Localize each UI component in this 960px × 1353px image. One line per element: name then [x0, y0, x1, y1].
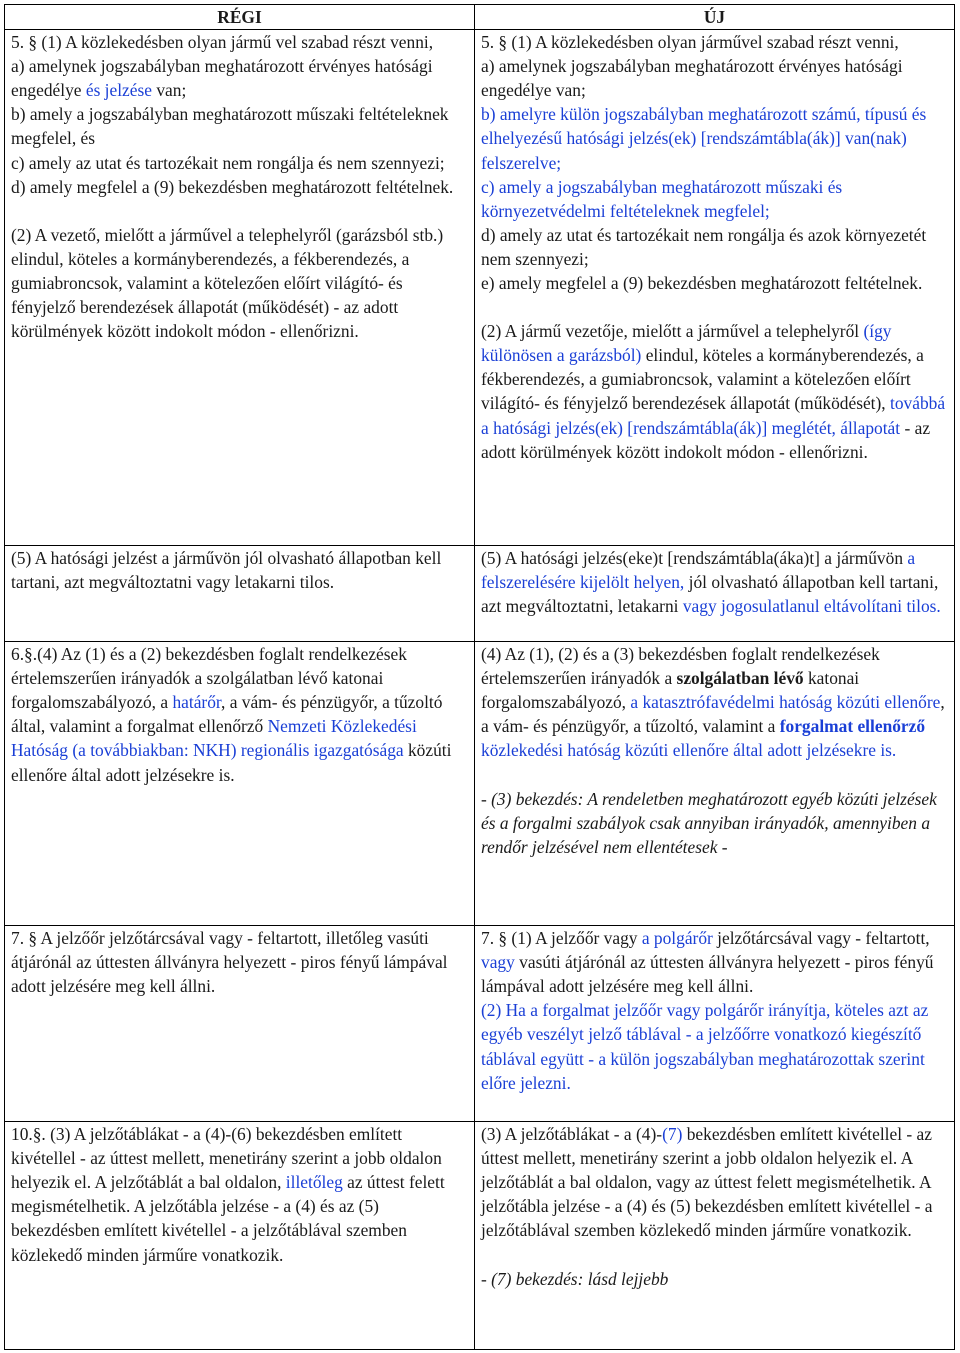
text-run: jelzőtárcsával vagy - feltartott,: [712, 928, 930, 949]
cell-new: [475, 1122, 955, 1350]
paragraph: [481, 102, 948, 174]
text-run: - (3) bekezdés: A rendeletben meghatározott egyéb közúti jelzések és a forgalmi szabályok csak annyiban irányadók, amennyiben a rendőr jelzésével nem ellentétesek -: [481, 788, 937, 857]
text-run: elindul, köteles a kormányberendezés, a fékberendezés, a gumiabroncsok, valamint a kötelezően előírt világító- és fényjelző berendezések állapotát (működését),: [481, 345, 924, 414]
text-run: (2) A vezető, mielőtt a járművel a telephelyről (garázsból stb.) elindul, köteles a kormányberendezés, a fékberendezés, a gumiabroncsok, valamint a kötelezően előírt világító- és fényjelző berendezések állapotát (működését) - az adott körülmények között indokolt módon - ellenőrizni.: [11, 224, 444, 342]
paragraph: [481, 546, 948, 618]
cell-old: [5, 926, 475, 1122]
paragraph: [11, 54, 468, 102]
text-run: katonai forgalomszabályozó,: [481, 668, 860, 713]
text-run: c) amely a jogszabályban meghatározott műszaki és környezetvédelmi feltételeknek megfelel;: [481, 176, 843, 221]
header-new: ÚJ: [475, 5, 955, 30]
paragraph: [481, 223, 948, 271]
cell-old: [5, 642, 475, 926]
paragraph: [11, 926, 468, 998]
table-row: [5, 926, 955, 1122]
text-run: b) amelyre külön jogszabályban meghatározott számú, típusú és elhelyezésű hatósági jelzés(ek) [rendszámtábla(ák)] van(nak) felszerelve;: [481, 104, 927, 173]
text-run: (2) Ha a forgalmat jelzőőr vagy polgárőr irányítja, köteles azt az egyéb veszélyt jelző táblával - a jelzőőrre vonatkozó kiegészítő táblával együtt - a külön jogszabályban meghatározottak szerint előre jelezni.: [481, 1000, 929, 1093]
text-run: 7. §: [11, 928, 41, 949]
text-run: (2) A jármű vezetője, mielőtt a járművel a telephelyről: [481, 321, 864, 342]
text-run: a felszerelésére kijelölt helyen,: [481, 548, 916, 593]
text-run: (így különösen a garázsból): [481, 321, 892, 366]
cell-new: [475, 30, 955, 546]
text-run: határőr: [172, 692, 221, 713]
text-run: A jelzőőr jelzőtárcsával vagy - feltartott, illetőleg vasúti átjárónál az úttesten állványra helyezett - piros fényű lámpával adott jelzésére meg kell állni.: [11, 928, 448, 997]
cell-new: [475, 926, 955, 1122]
table-row: [5, 642, 955, 926]
text-run: d) amely az utat és tartozékait nem rongálja és azok környezetét nem szennyezi;: [481, 224, 927, 269]
paragraph: [481, 1122, 948, 1242]
table-row: [5, 1122, 955, 1350]
text-run: jól olvasható állapotban kell tartani, azt megváltoztatni, letakarni: [481, 572, 939, 617]
paragraph: [481, 926, 948, 998]
paragraph: [11, 1122, 468, 1267]
text-run: (3) A jelzőtáblákat - a (4)-: [481, 1124, 663, 1145]
text-run: , a vám- és pénzügyőr, a tűzoltó által, valamint a forgalmat ellenőrző: [11, 692, 443, 737]
header-row: [5, 5, 955, 30]
text-run: és jelzése: [85, 80, 152, 101]
text-run: (7): [662, 1124, 683, 1145]
text-run: 6.§.(4) Az (1) és a (2) bekezdésben foglalt rendelkezések értelemszerűen irányadók a szolgálatban lévő katonai forgalomszabályozó, a: [11, 644, 407, 713]
text-run: továbbá a hatósági jelzés(ek) [rendszámtábla(ák)] meglétét, állapotát: [481, 393, 946, 438]
text-run: az úttest felett megismételhetik. A jelzőtábla jelzése - a (4) és az (5) bekezdésben említett kivétellel - a jelzőtáblával szemben közlekedő minden járműre vonatkozik.: [11, 1172, 445, 1265]
table-body: [5, 30, 955, 1350]
text-run: a) amelynek jogszabályban meghatározott érvényes hatósági engedélye van;: [481, 56, 903, 101]
text-run: Nemzeti Közlekedési Hatóság (a továbbiakban: NKH) regionális igazgatósága: [11, 716, 417, 761]
text-run: e) amely megfelel a (9) bekezdésben meghatározott feltételnek.: [481, 273, 923, 294]
table-row: [5, 30, 955, 546]
paragraph: [11, 546, 468, 594]
paragraph: [481, 271, 948, 295]
text-run: (5) A hatósági jelzést a járművön jól olvasható állapotban kell tartani, azt megváltoztatni vagy letakarni tilos.: [11, 548, 442, 593]
cell-old: [5, 1122, 475, 1350]
paragraph: [481, 30, 948, 54]
paragraph: [11, 30, 468, 54]
text-run: a katasztrófavédelmi hatóság közúti ellenőre: [630, 692, 941, 713]
paragraph: [481, 642, 948, 762]
text-run: (5) A hatósági jelzés(eke)t [rendszámtábla(áka)t] a járművön: [481, 548, 908, 569]
paragraph: [481, 998, 948, 1094]
text-run: 10.§. (3) A jelzőtáblákat - a (4)-(6) bekezdésben említett kivétellel - az úttest mellett, menetirány szerint a jobb oldalon helyezik el. A jelzőtáblát a bal oldalon,: [11, 1124, 442, 1193]
text-run: (4) Az (1), (2) és a (3) bekezdésben foglalt rendelkezések értelemszerűen irányadók a: [481, 644, 880, 689]
text-run: vagy: [481, 952, 515, 973]
paragraph: [11, 642, 468, 787]
text-run: d) amely megfelel a (9) bekezdésben meghatározott feltételnek.: [11, 176, 454, 197]
paragraph: [481, 787, 948, 859]
text-run: b) amely a jogszabályban meghatározott műszaki feltételeknek megfelel, és: [11, 104, 449, 149]
cell-old: [5, 30, 475, 546]
paragraph-gap: [481, 295, 948, 319]
text-run: közlekedési hatóság közúti ellenőre által adott jelzésekre is.: [481, 740, 897, 761]
text-run: vagy jogosulatlanul eltávolítani tilos.: [682, 596, 941, 617]
text-run: bekezdésben említett kivétellel - az úttest mellett, menetirány szerint a jobb oldalon helyezik el. A jelzőtáblát a bal oldalon, vagy az úttest felett megismételhetik. A jelzőtábla jelzése - a (4) és (5) bekezdésben említett kivétellel - a jelzőtáblával szemben közlekedő minden járműre vonatkozik.: [481, 1124, 933, 1241]
text-run: - (7) bekezdés: lásd lejjebb: [481, 1268, 669, 1289]
text-run: van;: [151, 80, 187, 101]
paragraph: [11, 175, 468, 199]
cell-new: [475, 546, 955, 642]
cell-old: [5, 546, 475, 642]
text-run: szolgálatban lévő: [676, 668, 804, 689]
text-run: a) amelynek jogszabályban meghatározott érvényes hatósági engedélye: [11, 56, 433, 101]
comparison-table: [4, 4, 955, 1350]
paragraph: [11, 223, 468, 343]
text-run: forgalmat ellenőrző: [779, 716, 926, 737]
paragraph: [481, 319, 948, 464]
text-run: 5. § (1) A közlekedésben olyan járművel szabad részt venni,: [481, 32, 899, 53]
paragraph-gap: [481, 763, 948, 787]
cell-new: [475, 642, 955, 926]
text-run: , a vám- és pénzügyőr, a tűzoltó, valamint a: [481, 692, 945, 737]
text-run: közúti ellenőre által adott jelzésekre is.: [11, 740, 452, 785]
text-run: c) amely az utat és tartozékait nem rongálja és nem szennyezi;: [11, 152, 445, 173]
text-run: - az adott körülmények között indokolt módon - ellenőrizni.: [481, 417, 931, 462]
header-old: RÉGI: [5, 5, 475, 30]
paragraph: [11, 102, 468, 150]
text-run: vasúti átjárónál az úttesten állványra helyezett - piros fényű lámpával adott jelzésére meg kell állni.: [481, 952, 934, 997]
paragraph-gap: [11, 199, 468, 223]
text-run: 7. § (1) A jelzőőr vagy: [481, 928, 642, 949]
paragraph: [481, 175, 948, 223]
paragraph-gap: [481, 1243, 948, 1267]
paragraph: [11, 151, 468, 175]
text-run: 5. § (1) A közlekedésben olyan jármű vel szabad részt venni,: [11, 32, 434, 53]
text-run: a polgárőr: [641, 928, 713, 949]
text-run: illetőleg: [285, 1172, 343, 1193]
table-row: [5, 546, 955, 642]
paragraph: [481, 1267, 948, 1291]
paragraph: [481, 54, 948, 102]
